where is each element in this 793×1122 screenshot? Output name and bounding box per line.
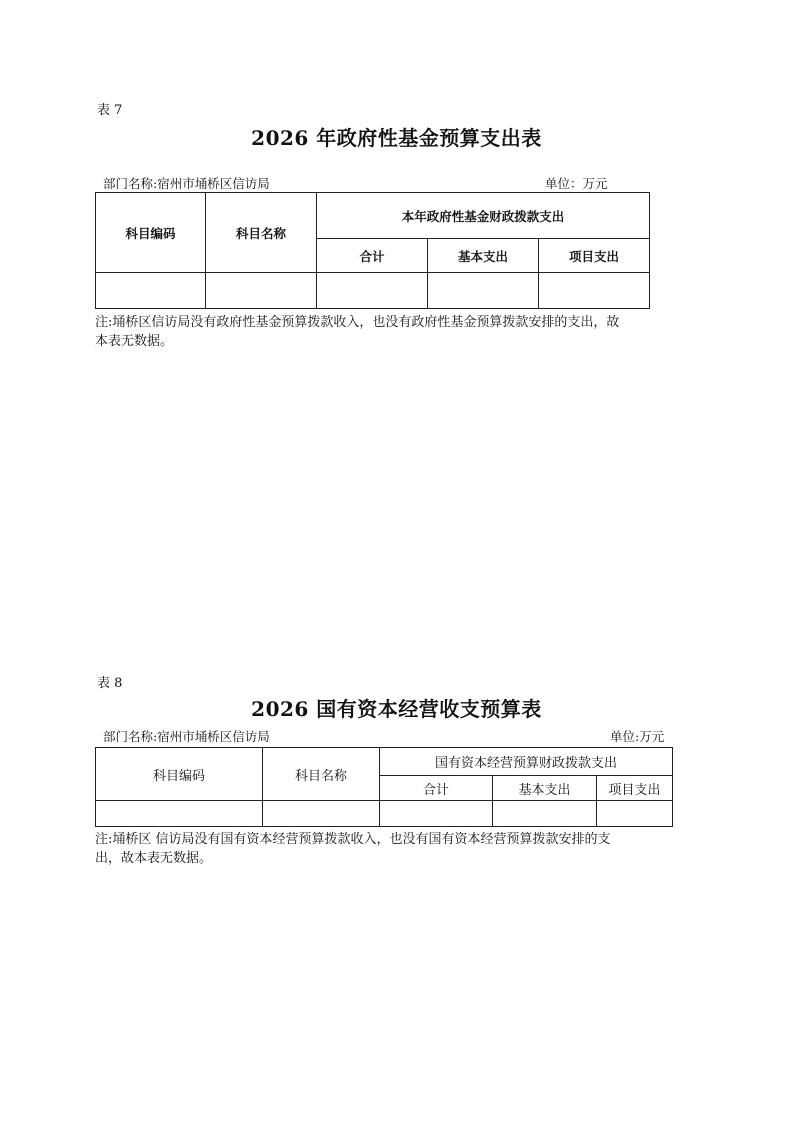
- table7-header-basic: 基本支出: [428, 239, 539, 273]
- table7-grid: [95, 192, 650, 309]
- table8-cell: [263, 801, 380, 827]
- table7-cell: [96, 273, 206, 309]
- table8-header-group: 国有资本经营预算财政拨款支出: [380, 748, 673, 776]
- table8-empty-row: [96, 801, 673, 827]
- table8-note-line1: 注:埇桥区 信访局没有国有资本经营预算拨款收入，也没有国有资本经营预算拨款安排的支: [95, 832, 611, 847]
- table7-note-line1: 注:埇桥区信访局没有政府性基金预算拨款收入，也没有政府性基金预算拨款安排的支出，故: [95, 315, 620, 330]
- table7-label: 表 7: [97, 103, 123, 118]
- table7-header-group: 本年政府性基金财政拨款支出: [317, 193, 650, 239]
- table7-cell: [539, 273, 650, 309]
- table8-header-name: 科目名称: [263, 748, 380, 801]
- table7-title: 2026 年政府性基金预算支出表: [251, 126, 542, 150]
- table7-header-project: 项目支出: [539, 239, 650, 273]
- table8-label: 表 8: [97, 676, 123, 691]
- table7-unit: 单位：万元: [545, 176, 608, 191]
- table7-note-line2: 本表无数据。: [95, 334, 174, 349]
- table7-cell: [317, 273, 428, 309]
- table8-department: 部门名称:宿州市埇桥区信访局: [103, 729, 270, 744]
- table8-note-line2: 出，故本表无数据。: [95, 851, 213, 866]
- table8-unit: 单位:万元: [610, 729, 665, 744]
- table8-cell: [380, 801, 493, 827]
- table7-header-name: 科目名称: [206, 193, 317, 273]
- table7-empty-row: [96, 273, 650, 309]
- table8-cell: [493, 801, 597, 827]
- table7-header-total: 合计: [317, 239, 428, 273]
- table8-header-project: 项目支出: [597, 776, 673, 801]
- table8-grid: [95, 747, 673, 827]
- table8-header-basic: 基本支出: [493, 776, 597, 801]
- table8-cell: [96, 801, 263, 827]
- table8-cell: [597, 801, 673, 827]
- table8-header-code: 科目编码: [96, 748, 263, 801]
- table7-cell: [206, 273, 317, 309]
- table7-cell: [428, 273, 539, 309]
- table7-header-code: 科目编码: [96, 193, 206, 273]
- table7-department: 部门名称:宿州市埇桥区信访局: [103, 176, 270, 191]
- table8-title: 2026 国有资本经营收支预算表: [251, 697, 542, 721]
- table8-header-total: 合计: [380, 776, 493, 801]
